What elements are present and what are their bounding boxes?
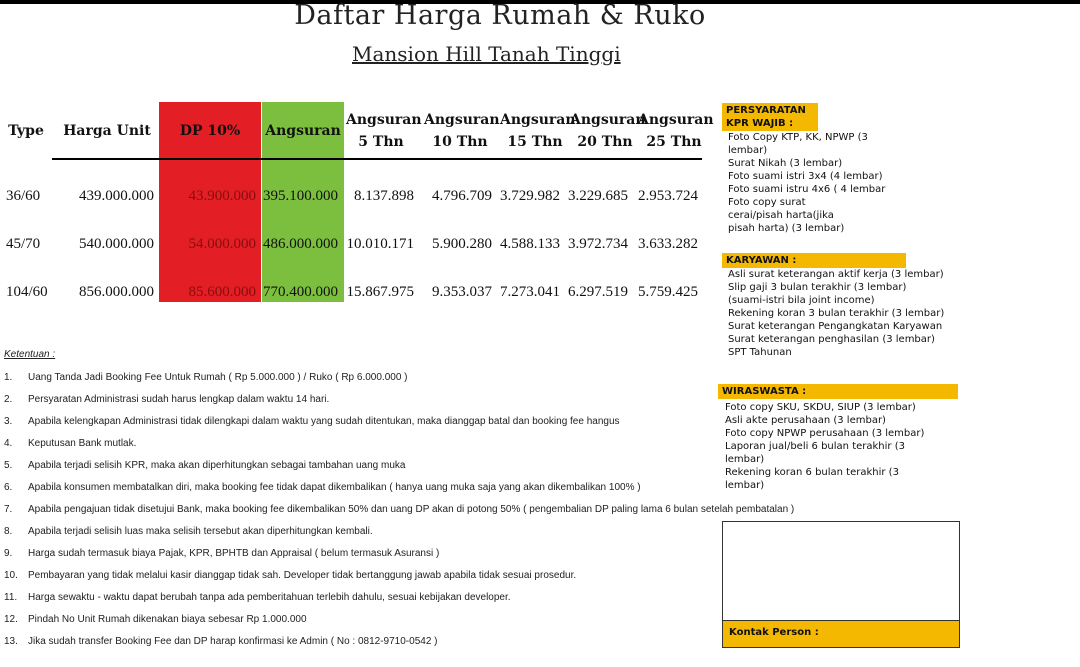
karyawan-header: KARYAWAN :: [722, 253, 906, 268]
cell-a5: 15.867.975: [346, 284, 414, 300]
contact-label: Kontak Person :: [729, 627, 819, 638]
page-subtitle: Mansion Hill Tanah Tinggi: [352, 42, 621, 66]
kpr-header: PERSYARATAN KPR WAJIB :: [722, 103, 818, 131]
list-item: 10. Pembayaran yang tidak melalui kasir dianggap tidak sah. Developer tidak bertanggung jawab apabila tidak sesuai prosedur.: [4, 570, 577, 581]
list-item: 4. Keputusan Bank mutlak.: [4, 438, 137, 449]
list-item: 13. Jika sudah transfer Booking Fee dan DP harap konfirmasi ke Admin ( No : 0812-9710-0542 ): [4, 636, 438, 647]
cell-harga: 856.000.000: [79, 284, 154, 300]
wiraswasta-requirements: Foto copy SKU, SKDU, SIUP (3 lembar) Asli akte perusahaan (3 lembar) Foto copy NPWP perusahaan (3 lembar) Laporan jual/beli 6 bulan terakhir (3 lembar) Rekening koran 6 bulan terakhir (3 lembar): [725, 402, 925, 491]
cell-angsuran: 770.400.000: [263, 284, 338, 300]
header-angsuran-15: Angsuran 15 Thn: [500, 112, 576, 150]
cell-a15: 4.588.133: [500, 236, 560, 252]
list-item: 6. Apabila konsumen membatalkan diri, maka booking fee tidak dapat dikembalikan ( hanya uang muka saja yang akan dikembalikan 100% ): [4, 482, 641, 493]
cell-a25: 2.953.724: [638, 188, 698, 204]
cell-harga: 439.000.000: [79, 188, 154, 204]
cell-a15: 7.273.041: [500, 284, 560, 300]
notes-title: Ketentuan :: [4, 349, 56, 360]
cell-a20: 6.297.519: [568, 284, 628, 300]
header-angsuran: Angsuran: [265, 123, 341, 139]
list-item: 3. Apabila kelengkapan Administrasi tidak dilengkapi dalam waktu yang sudah ditentukan, maka dianggap batal dan booking fee hangus: [4, 416, 620, 427]
list-item: 1. Uang Tanda Jadi Booking Fee Untuk Rumah ( Rp 5.000.000 ) / Ruko ( Rp 6.000.000 ): [4, 372, 408, 383]
header-type: Type: [8, 123, 44, 139]
list-item: 12. Pindah No Unit Rumah dikenakan biaya sebesar Rp 1.000.000: [4, 614, 307, 625]
header-harga-unit: Harga Unit: [63, 123, 151, 139]
cell-angsuran: 486.000.000: [263, 236, 338, 252]
cell-type: 45/70: [6, 236, 41, 252]
cell-dp: 54.000.000: [188, 236, 256, 252]
list-item: 5. Apabila terjadi selisih KPR, maka akan diperhitungkan sebagai tambahan uang muka: [4, 460, 406, 471]
list-item: 11. Harga sewaktu - waktu dapat berubah tanpa ada pemberitahuan terlebih dahulu, sesuai kebijakan developer.: [4, 592, 511, 603]
list-item: 2. Persyaratan Administrasi sudah harus lengkap dalam waktu 14 hari.: [4, 394, 330, 405]
wiraswasta-header: WIRASWASTA :: [718, 384, 958, 399]
cell-a10: 4.796.709: [432, 188, 492, 204]
cell-type: 104/60: [6, 284, 48, 300]
header-angsuran-20: Angsuran 20 Thn: [570, 112, 646, 150]
header-angsuran-5: Angsuran 5 Thn: [346, 112, 422, 150]
kpr-requirements: Foto Copy KTP, KK, NPWP (3 lembar) Surat Nikah (3 lembar) Foto suami istri 3x4 (4 lembar) Foto suami istru 4x6 ( 4 lembar Foto copy surat cerai/pisah harta(jika pisah harta) (3 lembar): [728, 132, 886, 234]
table-header-rule: [52, 158, 702, 160]
cell-dp: 43.900.000: [188, 188, 256, 204]
page-title: Daftar Harga Rumah & Ruko: [294, 0, 706, 31]
karyawan-requirements: Asli surat keterangan aktif kerja (3 lembar) Slip gaji 3 bulan terakhir (3 lembar) (suami-istri bila joint income) Rekening koran 3 bulan terakhir (3 lembar) Surat keterangan Pengangkatan Karyawan Surat keterangan penghasilan (3 lembar) SPT Tahunan: [728, 269, 945, 358]
cell-a10: 5.900.280: [432, 236, 492, 252]
cell-a25: 3.633.282: [638, 236, 698, 252]
cell-a20: 3.972.734: [568, 236, 628, 252]
cell-type: 36/60: [6, 188, 41, 204]
cell-a15: 3.729.982: [500, 188, 560, 204]
contact-box: [722, 521, 960, 648]
cell-a20: 3.229.685: [568, 188, 628, 204]
cell-dp: 85.600.000: [188, 284, 256, 300]
cell-a10: 9.353.037: [432, 284, 492, 300]
header-angsuran-10: Angsuran 10 Thn: [424, 112, 500, 150]
cell-a5: 10.010.171: [346, 236, 414, 252]
header-angsuran-25: Angsuran 25 Thn: [638, 112, 714, 150]
cell-a25: 5.759.425: [638, 284, 698, 300]
cell-harga: 540.000.000: [79, 236, 154, 252]
cell-angsuran: 395.100.000: [263, 188, 338, 204]
cell-a5: 8.137.898: [354, 188, 414, 204]
list-item: 8. Apabila terjadi selisih luas maka selisih tersebut akan diperhitungkan kembali.: [4, 526, 373, 537]
list-item: 7. Apabila pengajuan tidak disetujui Bank, maka booking fee dikembalikan 50% dan uang DP akan di potong 50% ( pengembalian DP paling lama 6 bulan setelah pembatalan ): [4, 504, 795, 515]
list-item: 9. Harga sudah termasuk biaya Pajak, KPR, BPHTB dan Appraisal ( belum termasuk Asuransi ): [4, 548, 440, 559]
contact-bar: [723, 620, 959, 647]
header-dp: DP 10%: [179, 123, 241, 139]
